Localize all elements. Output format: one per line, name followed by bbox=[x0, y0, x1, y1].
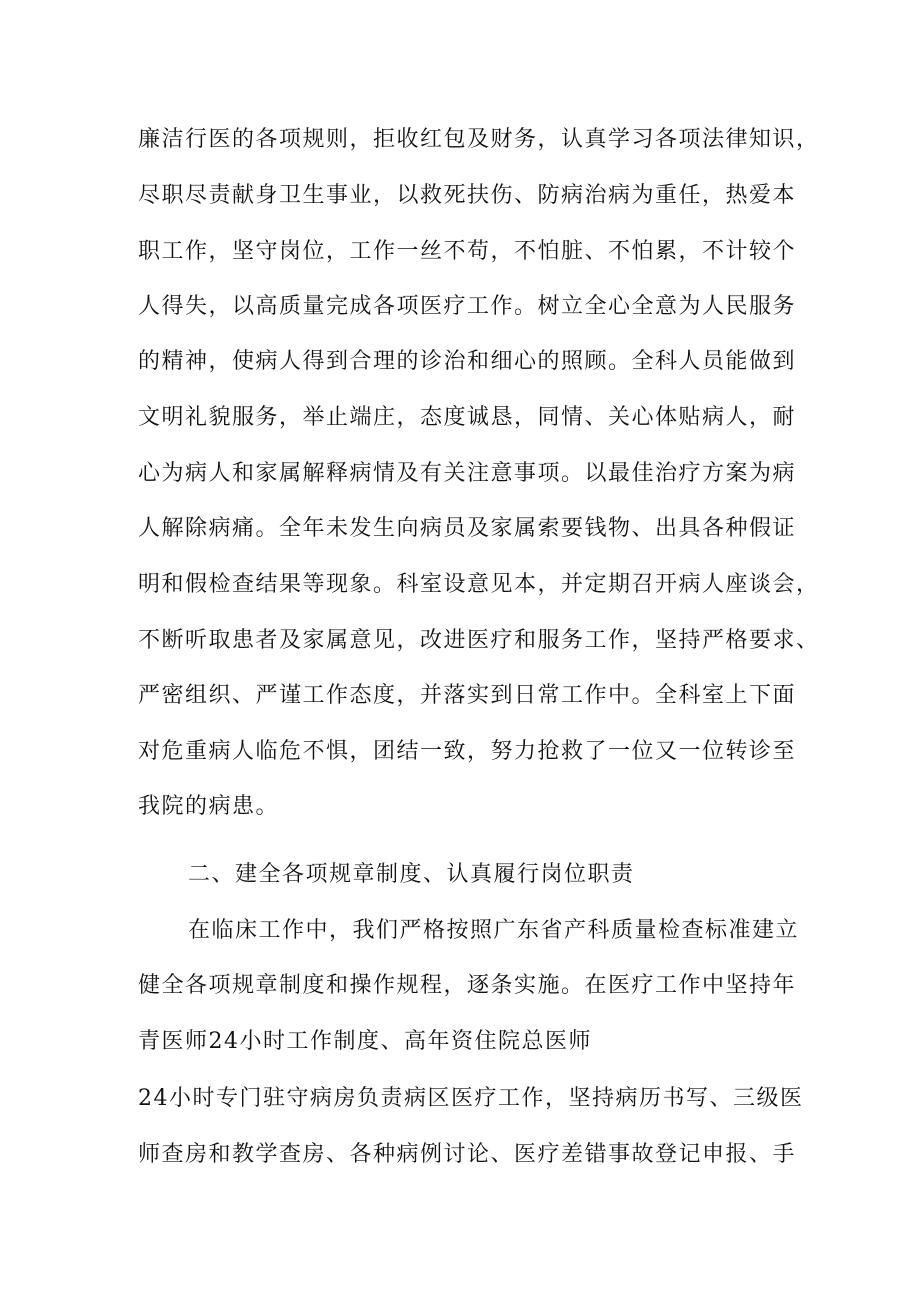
paragraph-line: 心为病人和家属解释病情及有关注意事项。以最佳治疗方案为病 bbox=[138, 461, 797, 486]
paragraph-line: 廉洁行医的各项规则，拒收红包及财务，认真学习各项法律知识， bbox=[138, 127, 820, 152]
paragraph-line: 明和假检查结果等现象。科室设意见本，并定期召开病人座谈会， bbox=[138, 572, 820, 597]
paragraph-line: 尽职尽责献身卫生事业，以救死扶伤、防病治病为重任，热爱本 bbox=[138, 183, 797, 208]
paragraph-line: 的精神，使病人得到合理的诊治和细心的照顾。全科人员能做到 bbox=[138, 349, 797, 374]
paragraph-line: 在临床工作中，我们严格按照广东省产科质量检查标准建立 bbox=[188, 918, 800, 943]
paragraph-line: 24小时专门驻守病房负责病区医疗工作，坚持病历书写、三级医 bbox=[138, 1086, 804, 1111]
paragraph-line: 师查房和教学查房、各种病例讨论、医疗差错事故登记申报、手 bbox=[138, 1142, 797, 1167]
paragraph-line: 我院的病患。 bbox=[138, 794, 280, 819]
paragraph-line: 健全各项规章制度和操作规程，逐条实施。在医疗工作中坚持年 bbox=[138, 973, 797, 998]
paragraph-line: 严密组织、严谨工作态度，并落实到日常工作中。全科室上下面 bbox=[138, 683, 797, 708]
paragraph-line: 人解除病痛。全年未发生向病员及家属索要钱物、出具各种假证 bbox=[138, 516, 797, 541]
paragraph-line: 不断听取患者及家属意见，改进医疗和服务工作，坚持严格要求、 bbox=[138, 628, 820, 653]
paragraph-line: 文明礼貌服务，举止端庄，态度诚恳，同情、关心体贴病人，耐 bbox=[138, 405, 797, 430]
paragraph-line: 对危重病人临危不惧，团结一致，努力抢救了一位又一位转诊至 bbox=[138, 739, 797, 764]
paragraph-line: 青医师24小时工作制度、高年资住院总医师 bbox=[138, 1029, 592, 1054]
paragraph-line: 职工作，坚守岗位，工作一丝不苟，不怕脏、不怕累，不计较个 bbox=[138, 239, 797, 264]
paragraph-line: 人得失，以高质量完成各项医疗工作。树立全心全意为人民服务 bbox=[138, 294, 797, 319]
section-heading: 二、建全各项规章制度、认真履行岗位职责 bbox=[188, 862, 635, 887]
